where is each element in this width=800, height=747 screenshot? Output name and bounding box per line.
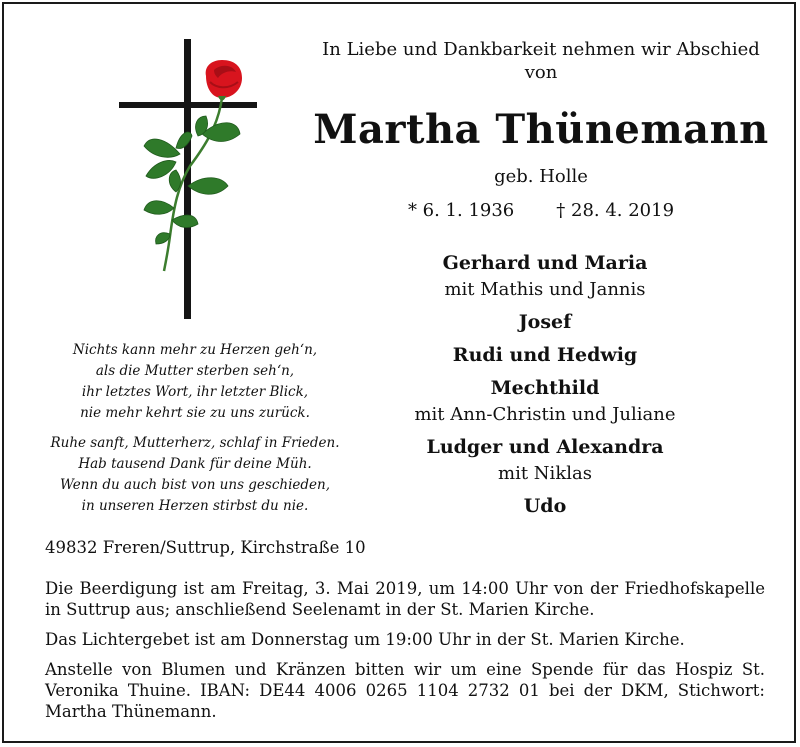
death-date: † 28. 4. 2019	[556, 200, 675, 221]
family-member-children: mit Ann-Christin und Juliane	[414, 404, 676, 425]
address: 49832 Freren/Suttrup, Kirchstraße 10	[45, 538, 366, 557]
family-member: Udo	[523, 495, 567, 517]
birth-date: * 6. 1. 1936	[407, 200, 515, 221]
poem-line: als die Mutter sterben seh‘n,	[95, 363, 295, 379]
family-list	[350, 250, 740, 520]
family-member-children: mit Niklas	[498, 463, 592, 484]
intro-text	[300, 38, 782, 84]
intro-line: von	[524, 62, 558, 83]
life-dates	[300, 200, 782, 221]
poem-line: nie mehr kehrt sie zu uns zurück.	[80, 405, 310, 421]
family-member: Ludger und Alexandra	[426, 436, 664, 458]
family-member: Rudi und Hedwig	[452, 344, 638, 366]
poem-line: Ruhe sanft, Mutterherz, schlaf in Frieden.	[50, 435, 340, 451]
birth-name: geb. Holle	[494, 166, 588, 187]
poem-line: Wenn du auch bist von uns geschieden,	[59, 477, 331, 493]
family-member: Mechthild	[490, 377, 600, 399]
prayer-notice: Das Lichtergebet ist am Donnerstag um 19:00 Uhr in der St. Marien Kirche.	[45, 630, 685, 649]
intro-line: In Liebe und Dankbarkeit nehmen wir Abschied	[322, 39, 760, 60]
family-member: Gerhard und Maria	[442, 252, 648, 274]
donation-notice: Anstelle von Blumen und Kränzen bitten wir um eine Spende für das Hospiz St. Veronika Thuine. IBAN: DE44 4006 0265 1104 2732 01 bei der DKM, Stichwort: Martha Thünemann.	[45, 660, 765, 721]
cross-with-rose-icon	[110, 36, 270, 321]
funeral-notice: Die Beerdigung ist am Freitag, 3. Mai 2019, um 14:00 Uhr von der Friedhofskapelle in Suttrup aus; anschließend Seelenamt in der St. Marien Kirche.	[45, 579, 765, 619]
poem-line: Hab tausend Dank für deine Müh.	[78, 456, 312, 472]
family-member-children: mit Mathis und Jannis	[444, 279, 646, 300]
poem-line: in unseren Herzen stirbst du nie.	[81, 498, 309, 514]
family-member: Josef	[518, 311, 572, 333]
poem-line: Nichts kann mehr zu Herzen geh‘n,	[72, 342, 318, 358]
poem-line: ihr letztes Wort, ihr letzter Blick,	[81, 384, 309, 400]
poem	[30, 340, 360, 517]
deceased-name: Martha Thünemann	[313, 106, 769, 153]
